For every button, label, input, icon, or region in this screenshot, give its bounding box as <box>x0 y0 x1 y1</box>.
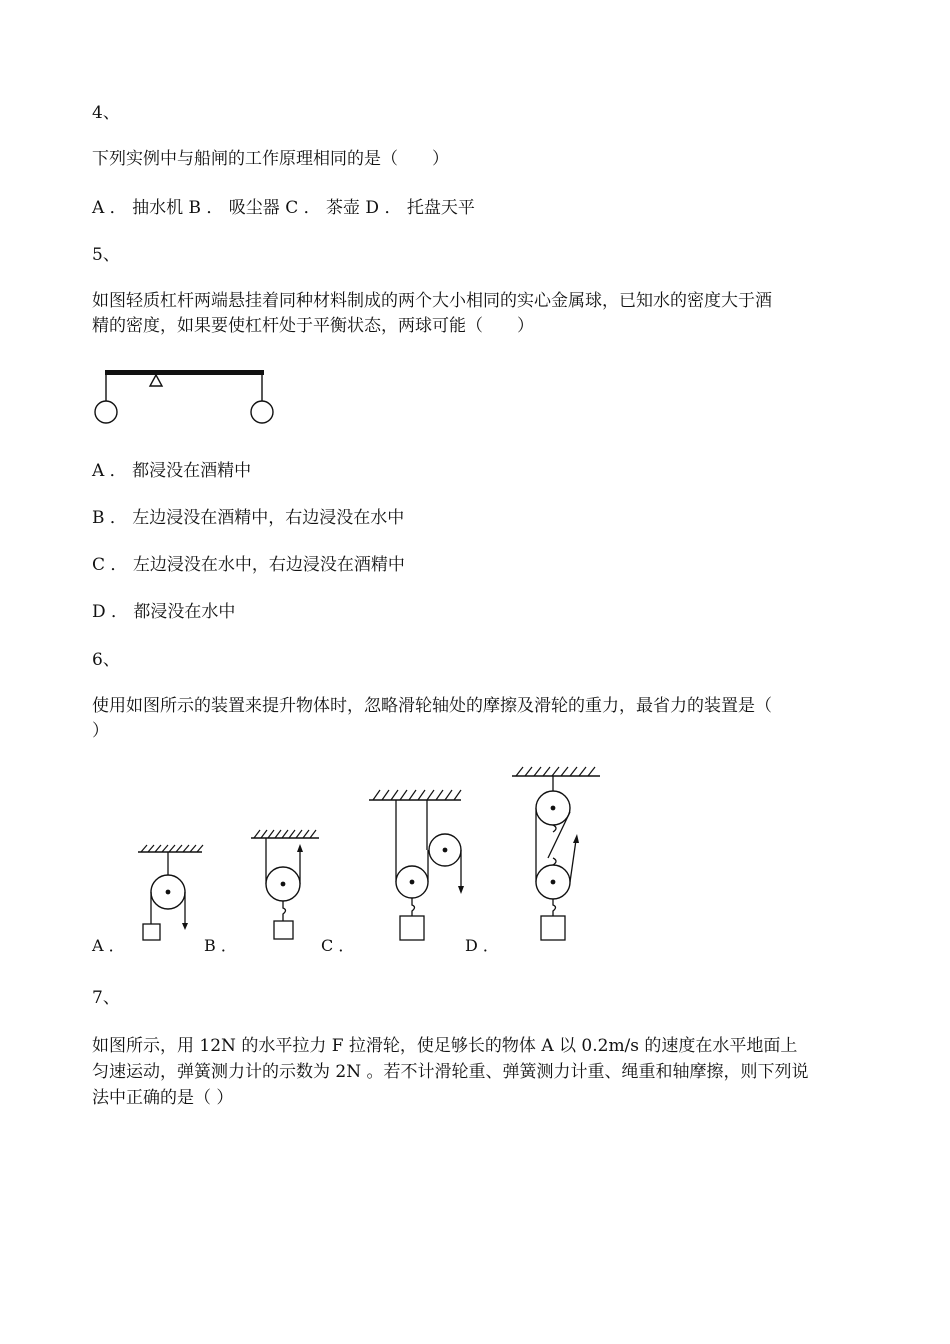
question-5-option-c: C ． 左边浸没在水中，右边浸没在酒精中 <box>92 555 405 575</box>
question-7-number: 7、 <box>92 988 120 1008</box>
question-5-option-b: B ． 左边浸没在酒精中，右边浸没在水中 <box>92 508 405 528</box>
pulley-diagram-b <box>247 826 327 944</box>
question-5-option-d: D ． 都浸没在水中 <box>92 602 236 622</box>
pulley-diagram-c <box>365 780 465 944</box>
question-7-stem-line-2: 匀速运动，弹簧测力计的示数为 2N 。若不计滑轮重、弹簧测力计重、绳重和轴摩擦，则下列说 <box>92 1062 809 1082</box>
question-6-stem-line-2: ） <box>92 721 109 741</box>
question-5-number: 5、 <box>92 245 120 265</box>
left-ball <box>95 401 117 423</box>
pulley-label-c: C ． <box>321 936 355 955</box>
right-ball <box>251 401 273 423</box>
lever-bar <box>105 370 264 375</box>
question-4-number: 4、 <box>92 103 120 123</box>
pulley-label-a: A ． <box>92 936 125 955</box>
question-5-stem-line-1: 如图轻质杠杆两端悬挂着同种材料制成的两个大小相同的实心金属球，已知水的密度大于酒 <box>92 291 772 311</box>
pulley-diagram-a <box>135 842 210 944</box>
question-5-option-a: A ． 都浸没在酒精中 <box>92 461 252 481</box>
pulley-label-b: B ． <box>204 936 237 955</box>
lever-fulcrum <box>150 375 162 386</box>
question-7-stem-line-3: 法中正确的是（ ） <box>92 1088 234 1108</box>
pulley-diagram-d <box>508 762 608 944</box>
question-4-stem: 下列实例中与船闸的工作原理相同的是（ ） <box>92 149 449 169</box>
question-4-options: A ． 抽水机 B ． 吸尘器 C ． 茶壶 D ． 托盘天平 <box>92 198 475 218</box>
pulley-label-d: D ． <box>465 936 499 955</box>
question-6-number: 6、 <box>92 650 120 670</box>
question-6-stem-line-1: 使用如图所示的装置来提升物体时，忽略滑轮轴处的摩擦及滑轮的重力，最省力的装置是（ <box>92 696 772 716</box>
lever-diagram <box>90 364 280 428</box>
question-7-stem-line-1: 如图所示，用 12N 的水平拉力 F 拉滑轮，使足够长的物体 A 以 0.2m/s 的速度在水平地面上 <box>92 1036 798 1056</box>
question-5-stem-line-2: 精的密度，如果要使杠杆处于平衡状态，两球可能（ ） <box>92 316 534 336</box>
